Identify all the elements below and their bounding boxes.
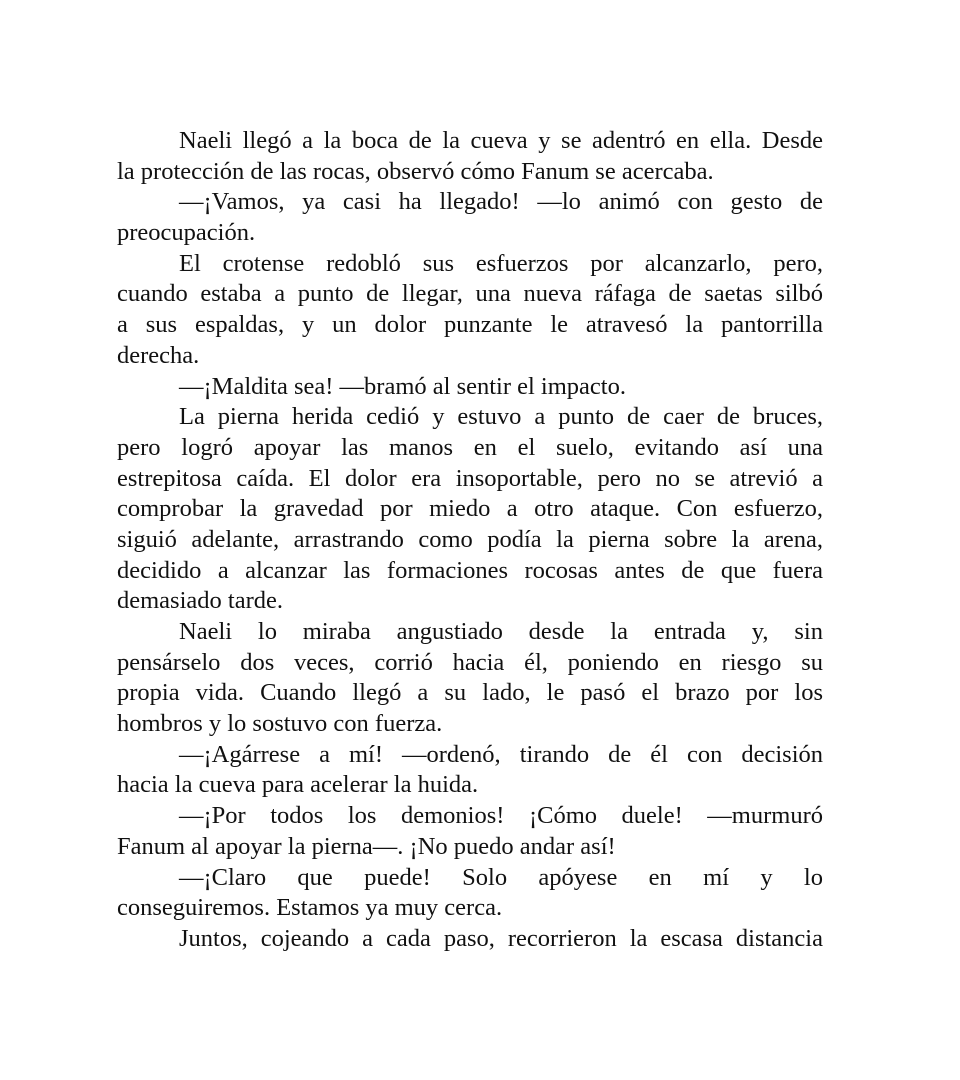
paragraph-5-line-6: decidido a alcanzar las formaciones rocosas antes de que fuera	[117, 556, 823, 584]
paragraph-10-line-1: Juntos, cojeando a cada paso, recorrieron la escasa distancia	[179, 924, 823, 952]
paragraph-3-line-2: cuando estaba a punto de llegar, una nueva ráfaga de saetas silbó	[117, 280, 823, 308]
paragraph-3-line-1: El crotense redobló sus esfuerzos por alcanzarlo, pero,	[179, 249, 823, 277]
book-page-text	[117, 126, 823, 955]
paragraph-5-line-5: siguió adelante, arrastrando como podía la pierna sobre la arena,	[117, 525, 823, 553]
paragraph-2-line-1: —¡Vamos, ya casi ha llegado! —lo animó con gesto de	[179, 188, 823, 216]
paragraph-6-line-3: propia vida. Cuando llegó a su lado, le pasó el brazo por los	[117, 679, 823, 707]
paragraph-4-line-1: —¡Maldita sea! —bramó al sentir el impacto.	[179, 372, 626, 400]
paragraph-1-line-1: Naeli llegó a la boca de la cueva y se adentró en ella. Desde	[179, 127, 823, 154]
paragraph-3-line-3: a sus espaldas, y un dolor punzante le atravesó la pantorrilla	[117, 311, 823, 339]
paragraph-5-line-4: comprobar la gravedad por miedo a otro ataque. Con esfuerzo,	[117, 495, 823, 523]
paragraph-7-line-2: hacia la cueva para acelerar la huida.	[117, 771, 479, 799]
paragraph-5-line-3: estrepitosa caída. El dolor era insoportable, pero no se atrevió a	[117, 464, 823, 492]
paragraph-7-line-1: —¡Agárrese a mí! —ordenó, tirando de él con decisión	[179, 740, 823, 768]
paragraph-8-line-2: Fanum al apoyar la pierna—. ¡No puedo andar así!	[117, 832, 616, 860]
paragraph-9-line-2: conseguiremos. Estamos ya muy cerca.	[117, 894, 503, 922]
paragraph-3-line-4: derecha.	[117, 341, 200, 369]
paragraph-1-line-2: la protección de las rocas, observó cómo Fanum se acercaba.	[117, 157, 714, 185]
paragraph-5-line-2: pero logró apoyar las manos en el suelo, evitando así una	[117, 433, 823, 461]
paragraph-2-line-2: preocupación.	[117, 219, 256, 247]
paragraph-5-line-7: demasiado tarde.	[117, 587, 283, 615]
paragraph-9-line-1: —¡Claro que puede! Solo apóyese en mí y lo	[179, 863, 823, 891]
paragraph-6-line-2: pensárselo dos veces, corrió hacia él, poniendo en riesgo su	[117, 648, 823, 676]
paragraph-6-line-4: hombros y lo sostuvo con fuerza.	[117, 710, 443, 738]
paragraph-5-line-1: La pierna herida cedió y estuvo a punto de caer de bruces,	[179, 403, 823, 431]
paragraph-8-line-1: —¡Por todos los demonios! ¡Cómo duele! —murmuró	[179, 802, 823, 830]
paragraph-6-line-1: Naeli lo miraba angustiado desde la entrada y, sin	[179, 618, 823, 645]
